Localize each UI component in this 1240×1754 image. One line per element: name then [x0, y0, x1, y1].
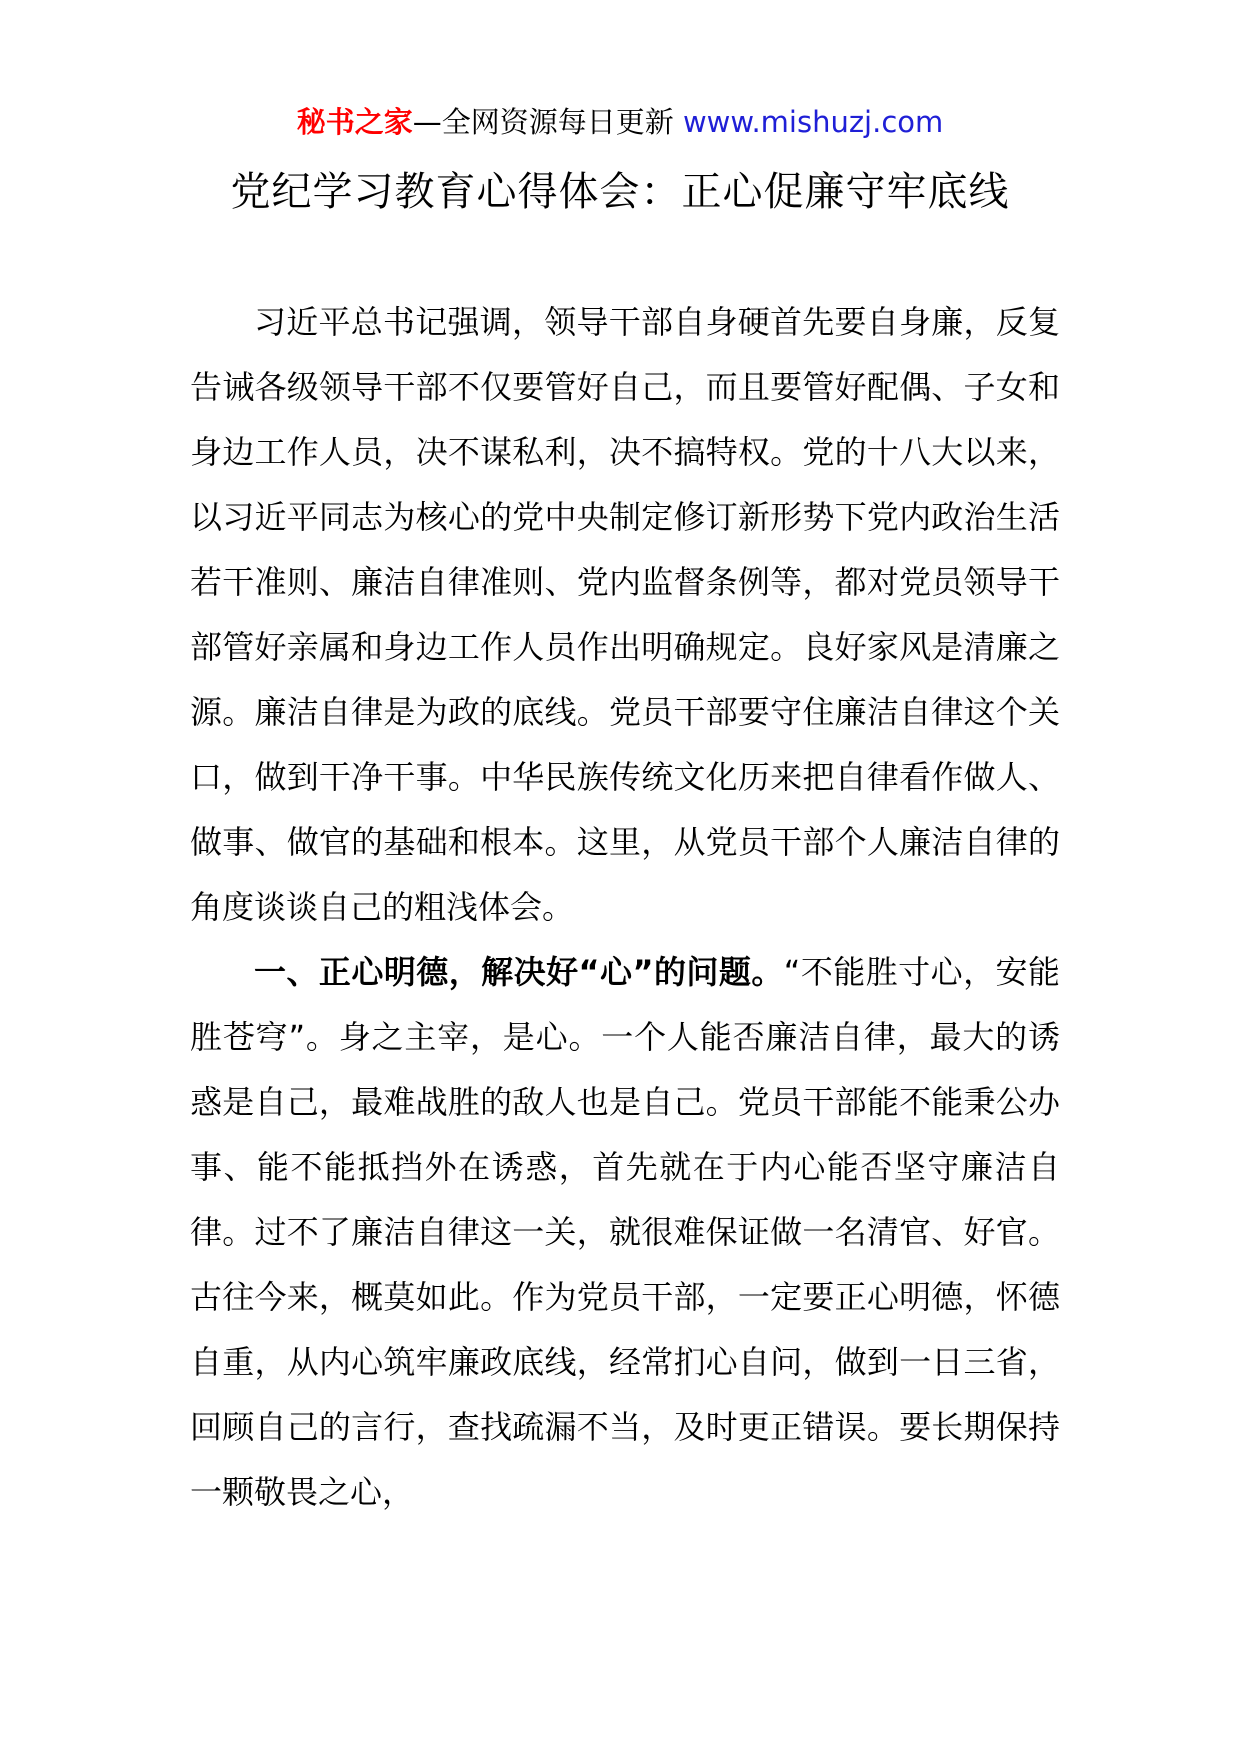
site-url-link[interactable]: www.mishuzj.com: [682, 105, 944, 139]
site-header: [0, 100, 1240, 144]
paragraph-text: “不能胜寸心，安能胜苍穹”。身之主宰，是心。一个人能否廉洁自律，最大的诱惑是自己，最难战胜的敌人也是自己。党员干部能不能秉公办事、能不能抵挡外在诱惑，首先就在于内心能否坚守廉洁自律。过不了廉洁自律这一关，就很难保证做一名清官、好官。古往今来，概莫如此。作为党员干部，一定要正心明德，怀德自重，从内心筑牢廉政底线，经常扪心自问，做到一日三省，回顾自己的言行，查找疏漏不当，及时更正错误。要长期保持一颗敬畏之心，: [190, 953, 1060, 1511]
paragraph-section-one: [190, 940, 1060, 1525]
document-title: 党纪学习教育心得体会：正心促廉守牢底线: [230, 169, 1010, 215]
brand-name: 秘书之家: [296, 105, 413, 139]
paragraph-text: 习近平总书记强调，领导干部自身硬首先要自身廉，反复告诫各级领导干部不仅要管好自己，而且要管好配偶、子女和身边工作人员，决不谋私利，决不搞特权。党的十八大以来，以习近平同志为核心的党中央制定修订新形势下党内政治生活若干准则、廉洁自律准则、党内监督条例等，都对党员领导干部管好亲属和身边工作人员作出明确规定。良好家风是清廉之源。廉洁自律是为政的底线。党员干部要守住廉洁自律这个关口，做到干净干事。中华民族传统文化历来把自律看作做人、做事、做官的基础和根本。这里，从党员干部个人廉洁自律的角度谈谈自己的粗浅体会。: [190, 303, 1060, 926]
paragraph-intro: [190, 290, 1060, 940]
header-tagline: —全网资源每日更新: [412, 105, 683, 139]
section-heading: 一、正心明德，解决好“心”的问题。: [254, 953, 784, 991]
document-body: [190, 290, 1060, 1525]
